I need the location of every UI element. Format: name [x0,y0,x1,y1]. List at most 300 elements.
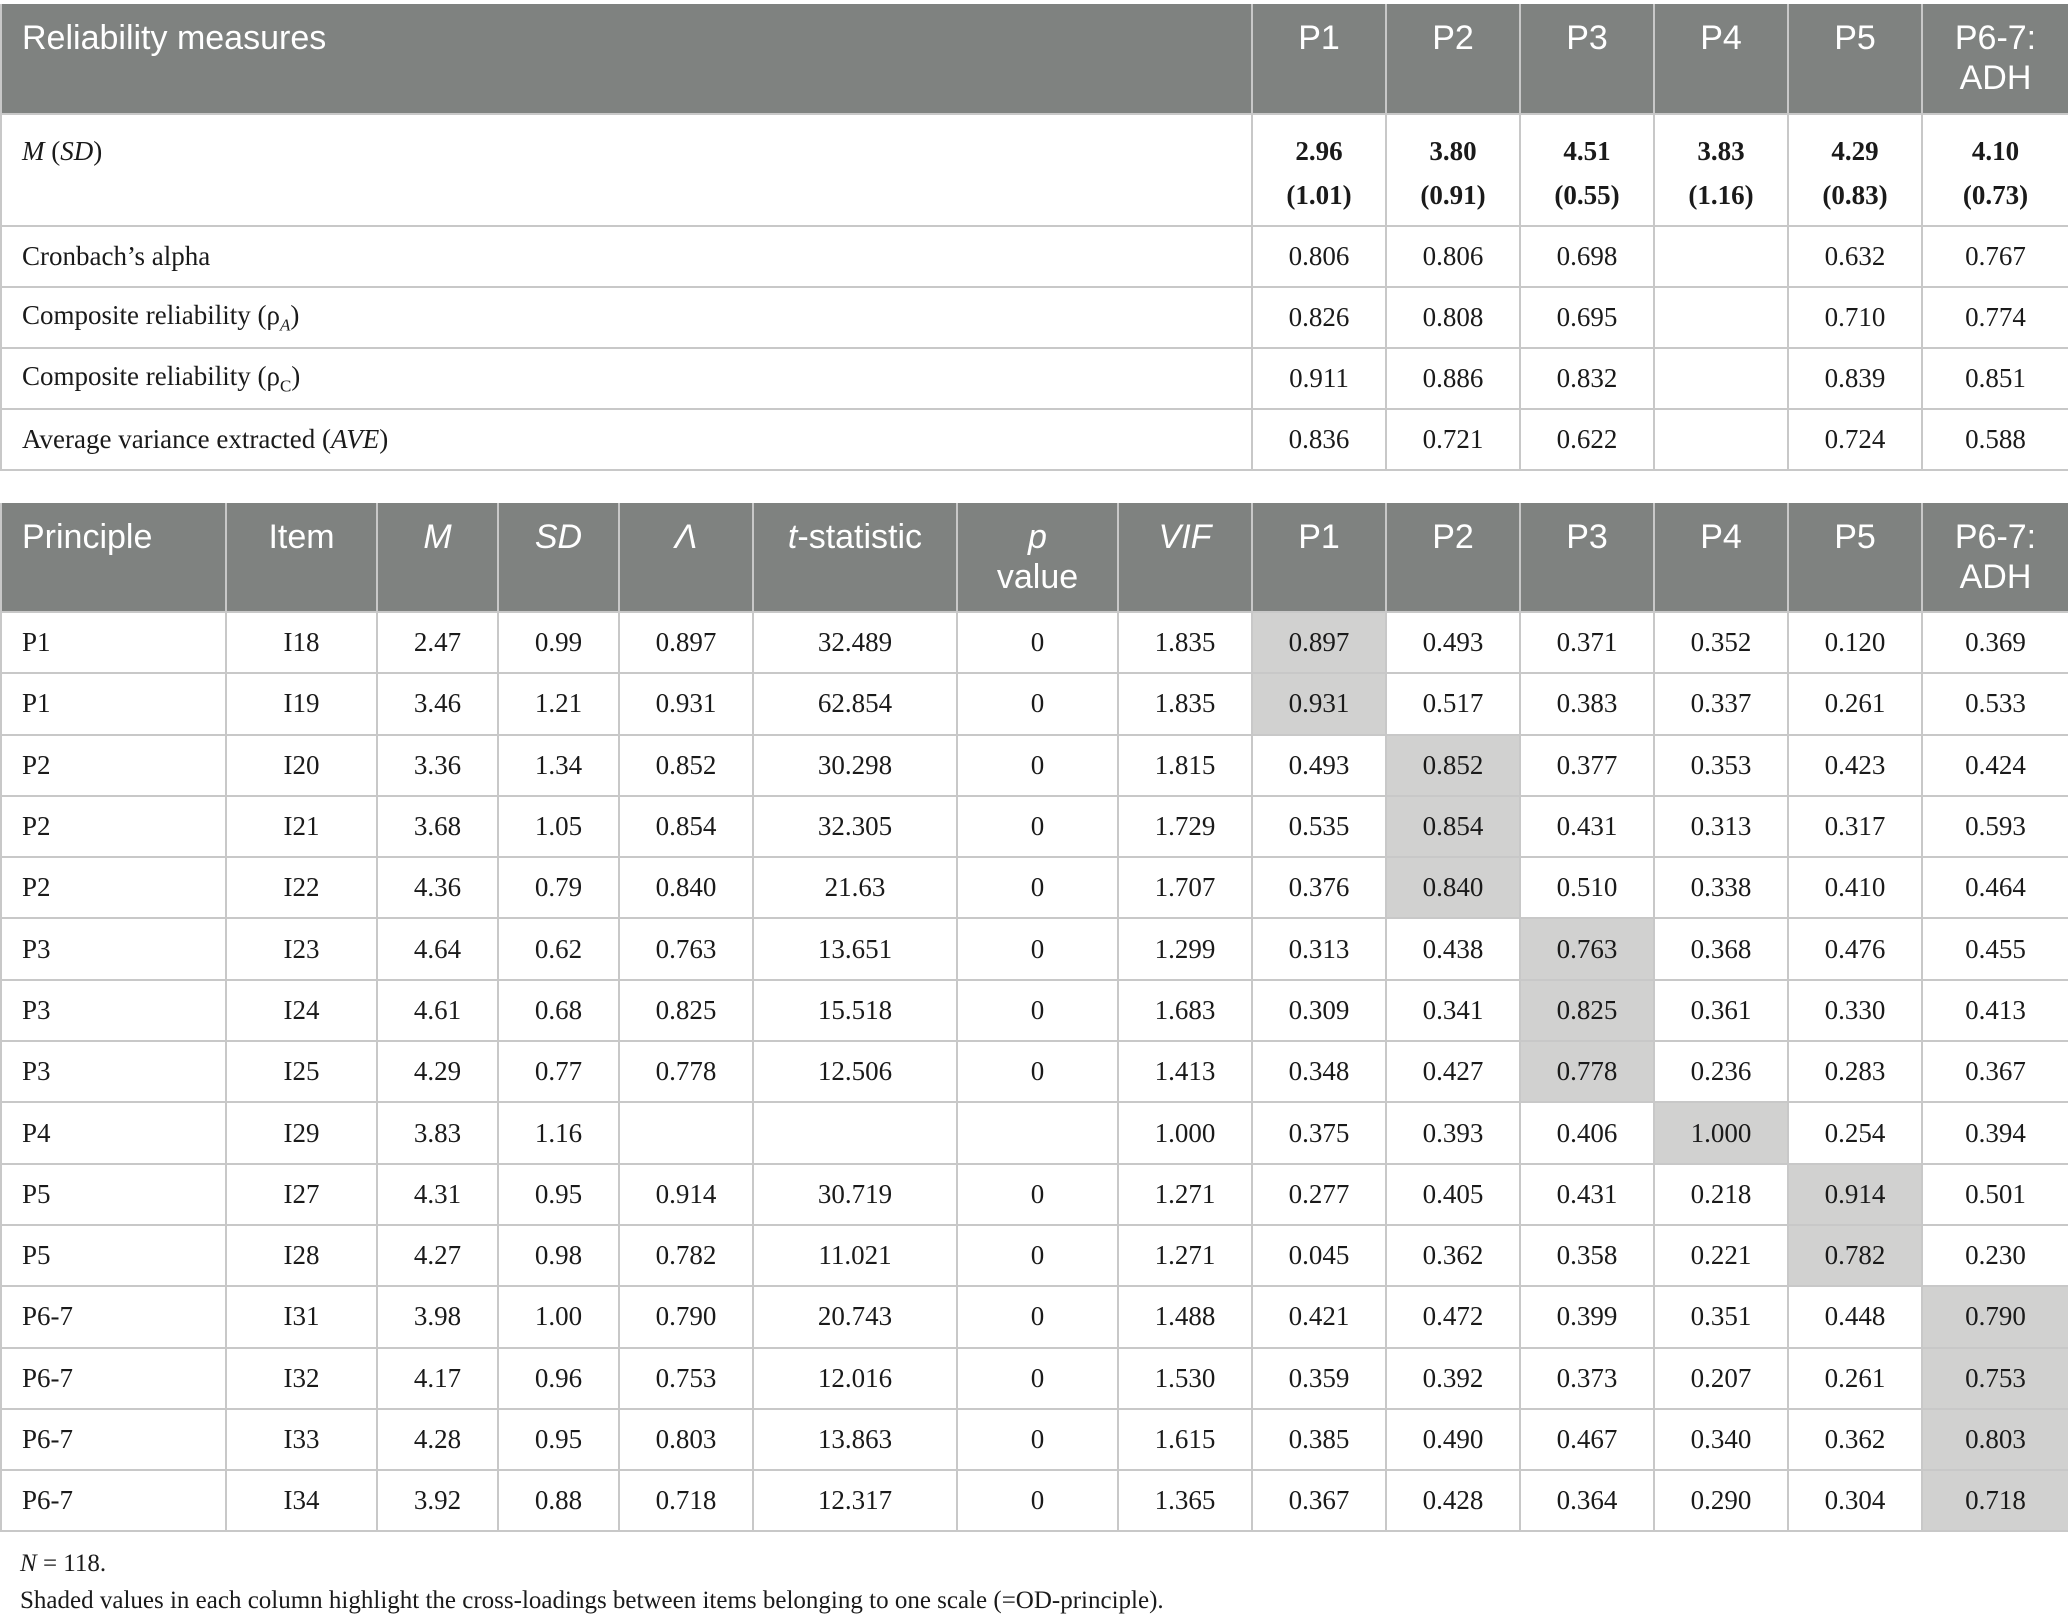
loading-cell: 0.393 [1386,1102,1520,1163]
vif-cell: 1.707 [1118,857,1252,918]
principle-cell: P3 [1,980,226,1041]
sd-cell: 1.21 [498,673,619,734]
item-cell: I27 [226,1164,377,1225]
reliability-value [1654,226,1788,287]
reliability-row-label: Composite reliability $(\rho_C)$ [1,348,1252,409]
reliability-col-header: P1 [1252,4,1386,114]
loading-cell: 0.383 [1520,673,1654,734]
item-cell: I32 [226,1348,377,1409]
m-cell: 2.47 [377,612,498,673]
loading-cell: 0.207 [1654,1348,1788,1409]
loadings-table [0,503,2068,1532]
item-cell: I28 [226,1225,377,1286]
loading-cell: 0.431 [1520,796,1654,857]
loading-cell: 0.218 [1654,1164,1788,1225]
reliability-value: 0.826 [1252,287,1386,348]
loading-cell: 0.782 [1788,1225,1922,1286]
loadings-row [1,1348,2068,1409]
sample-size-note: N = 118. [20,1550,107,1577]
loading-cell: 0.261 [1788,673,1922,734]
loading-cell: 0.476 [1788,918,1922,979]
loading-cell: 0.931 [1252,673,1386,734]
m-cell: 4.27 [377,1225,498,1286]
loadings-col-header: M [377,503,498,612]
loading-cell: 0.428 [1386,1470,1520,1531]
sd-value: (0.55) [1554,180,1620,210]
principle-cell: P6-7 [1,1348,226,1409]
item-cell: I21 [226,796,377,857]
item-cell: I33 [226,1409,377,1470]
m-cell: 4.29 [377,1041,498,1102]
loadings-row [1,1470,2068,1531]
item-cell: I22 [226,857,377,918]
loadings-col-header: P2 [1386,503,1520,612]
lambda-cell: 0.763 [619,918,753,979]
sd-value: (0.73) [1962,180,2029,210]
p-cell [957,1102,1118,1163]
loading-cell: 0.330 [1788,980,1922,1041]
p-cell: 0 [957,1470,1118,1531]
sd-value: (0.83) [1822,180,1888,210]
loadings-col-header: P4 [1654,503,1788,612]
sd-cell: 1.00 [498,1286,619,1347]
sd-cell: 0.62 [498,918,619,979]
principle-cell: P2 [1,735,226,796]
loading-cell: 0.236 [1654,1041,1788,1102]
m-cell: 3.83 [377,1102,498,1163]
lambda-cell: 0.931 [619,673,753,734]
loading-cell: 0.421 [1252,1286,1386,1347]
lambda-cell: 0.897 [619,612,753,673]
principle-cell: P1 [1,612,226,673]
lambda-cell: 0.825 [619,980,753,1041]
loading-cell: 0.914 [1788,1164,1922,1225]
loading-cell: 0.230 [1922,1225,2068,1286]
loadings-col-header: Principle [1,503,226,612]
loadings-row [1,1286,2068,1347]
t-cell: 21.63 [753,857,957,918]
loading-cell: 0.825 [1520,980,1654,1041]
lambda-cell: 0.782 [619,1225,753,1286]
loadings-header-row [1,503,2068,612]
t-cell: 20.743 [753,1286,957,1347]
loadings-row [1,735,2068,796]
loading-cell: 1.000 [1654,1102,1788,1163]
sd-cell: 0.79 [498,857,619,918]
t-cell: 13.651 [753,918,957,979]
m-cell: 3.68 [377,796,498,857]
vif-cell: 1.815 [1118,735,1252,796]
mean-sd-label: M (SD) [1,114,1252,226]
t-cell: 30.298 [753,735,957,796]
sd-cell: 1.34 [498,735,619,796]
loading-cell: 0.490 [1386,1409,1520,1470]
loading-cell: 0.472 [1386,1286,1520,1347]
loadings-row [1,857,2068,918]
reliability-col-header: P6-7: ADH [1922,4,2068,114]
p-cell: 0 [957,612,1118,673]
m-cell: 3.36 [377,735,498,796]
loading-cell: 0.535 [1252,796,1386,857]
loadings-row [1,612,2068,673]
loading-cell: 0.427 [1386,1041,1520,1102]
loading-cell: 0.317 [1788,796,1922,857]
m-cell: 4.31 [377,1164,498,1225]
principle-cell: P6-7 [1,1470,226,1531]
loading-cell: 0.852 [1386,735,1520,796]
loading-cell: 0.517 [1386,673,1520,734]
loading-cell: 0.290 [1654,1470,1788,1531]
principle-cell: P2 [1,857,226,918]
loading-cell: 0.840 [1386,857,1520,918]
loadings-row [1,796,2068,857]
principle-cell: P4 [1,1102,226,1163]
loading-cell: 0.399 [1520,1286,1654,1347]
vif-cell: 1.488 [1118,1286,1252,1347]
lambda-cell: 0.840 [619,857,753,918]
item-cell: I29 [226,1102,377,1163]
loading-cell: 0.455 [1922,918,2068,979]
reliability-value: 0.622 [1520,409,1654,470]
vif-cell: 1.271 [1118,1225,1252,1286]
sd-cell: 0.96 [498,1348,619,1409]
mean-sd-cell [1386,114,1520,226]
loading-cell: 0.406 [1520,1102,1654,1163]
loading-cell: 0.369 [1922,612,2068,673]
mean-value: 4.10 [1971,136,2020,166]
m-cell: 4.17 [377,1348,498,1409]
t-cell: 11.021 [753,1225,957,1286]
sd-value: (0.91) [1420,180,1486,210]
loading-cell: 0.304 [1788,1470,1922,1531]
t-cell: 30.719 [753,1164,957,1225]
mean-sd-row [1,114,2068,226]
vif-cell: 1.729 [1118,796,1252,857]
vif-cell: 1.615 [1118,1409,1252,1470]
t-cell [753,1102,957,1163]
p-cell: 0 [957,1409,1118,1470]
loading-cell: 0.438 [1386,918,1520,979]
loading-cell: 0.376 [1252,857,1386,918]
loading-cell: 0.385 [1252,1409,1386,1470]
loadings-row [1,1041,2068,1102]
m-cell: 3.92 [377,1470,498,1531]
loadings-col-header: VIF [1118,503,1252,612]
reliability-value: 0.632 [1788,226,1922,287]
mean-sd-cell [1520,114,1654,226]
shading-note: Shaded values in each column highlight the cross-loadings between items belonging to one scale (=OD-principle). [20,1587,1164,1614]
item-cell: I18 [226,612,377,673]
loading-cell: 0.340 [1654,1409,1788,1470]
loading-cell: 0.753 [1922,1348,2068,1409]
loading-cell: 0.405 [1386,1164,1520,1225]
loading-cell: 0.854 [1386,796,1520,857]
reliability-table [0,4,2068,471]
loading-cell: 0.377 [1520,735,1654,796]
reliability-value: 0.806 [1386,226,1520,287]
loading-cell: 0.364 [1520,1470,1654,1531]
loading-cell: 0.803 [1922,1409,2068,1470]
sd-cell: 1.05 [498,796,619,857]
loadings-col-header: P3 [1520,503,1654,612]
reliability-value [1654,409,1788,470]
loading-cell: 0.424 [1922,735,2068,796]
reliability-row [1,287,2068,348]
vif-cell: 1.000 [1118,1102,1252,1163]
mean-sd-cell [1252,114,1386,226]
loading-cell: 0.277 [1252,1164,1386,1225]
loading-cell: 0.448 [1788,1286,1922,1347]
lambda-cell: 0.854 [619,796,753,857]
mean-sd-cell [1922,114,2068,226]
mean-value: 3.80 [1429,136,1477,166]
loading-cell: 0.367 [1922,1041,2068,1102]
principle-cell: P6-7 [1,1409,226,1470]
reliability-value: 0.774 [1922,287,2068,348]
principle-cell: P6-7 [1,1286,226,1347]
reliability-row-label: Average variance extracted (AVE) [1,409,1252,470]
m-cell: 4.64 [377,918,498,979]
loadings-row [1,1225,2068,1286]
p-cell: 0 [957,1164,1118,1225]
p-cell: 0 [957,857,1118,918]
mean-sd-cell [1788,114,1922,226]
loading-cell: 0.341 [1386,980,1520,1041]
p-cell: 0 [957,735,1118,796]
reliability-col-header: P3 [1520,4,1654,114]
p-cell: 0 [957,918,1118,979]
m-cell: 3.46 [377,673,498,734]
loading-cell: 0.283 [1788,1041,1922,1102]
sd-cell: 0.95 [498,1409,619,1470]
reliability-value [1654,287,1788,348]
t-cell: 12.317 [753,1470,957,1531]
loading-cell: 0.352 [1654,612,1788,673]
mean-value: 2.96 [1295,136,1343,166]
loading-cell: 0.501 [1922,1164,2068,1225]
loadings-row [1,918,2068,979]
reliability-value: 0.806 [1252,226,1386,287]
vif-cell: 1.271 [1118,1164,1252,1225]
loadings-row [1,980,2068,1041]
t-cell: 32.489 [753,612,957,673]
vif-cell: 1.683 [1118,980,1252,1041]
loadings-col-header: p value [957,503,1118,612]
reliability-row [1,226,2068,287]
loadings-col-header: P1 [1252,503,1386,612]
reliability-row-label: Composite reliability $(\rho_A)$ [1,287,1252,348]
p-cell: 0 [957,673,1118,734]
loading-cell: 0.718 [1922,1470,2068,1531]
loadings-row [1,1102,2068,1163]
reliability-col-header: P4 [1654,4,1788,114]
t-cell: 12.016 [753,1348,957,1409]
loading-cell: 0.763 [1520,918,1654,979]
loading-cell: 0.778 [1520,1041,1654,1102]
lambda-cell: 0.790 [619,1286,753,1347]
loading-cell: 0.368 [1654,918,1788,979]
lambda-cell: 0.852 [619,735,753,796]
reliability-value: 0.721 [1386,409,1520,470]
loading-cell: 0.493 [1252,735,1386,796]
item-cell: I31 [226,1286,377,1347]
sd-cell: 1.16 [498,1102,619,1163]
mean-sd-cell [1654,114,1788,226]
p-cell: 0 [957,1225,1118,1286]
mean-value: 4.29 [1831,136,1879,166]
vif-cell: 1.835 [1118,612,1252,673]
p-cell: 0 [957,1041,1118,1102]
loading-cell: 0.413 [1922,980,2068,1041]
reliability-value: 0.911 [1252,348,1386,409]
vif-cell: 1.413 [1118,1041,1252,1102]
reliability-col-header: P2 [1386,4,1520,114]
m-cell: 4.28 [377,1409,498,1470]
p-cell: 0 [957,1348,1118,1409]
loading-cell: 0.510 [1520,857,1654,918]
loading-cell: 0.261 [1788,1348,1922,1409]
loading-cell: 0.394 [1922,1102,2068,1163]
loading-cell: 0.337 [1654,673,1788,734]
reliability-value: 0.698 [1520,226,1654,287]
reliability-col-header: P5 [1788,4,1922,114]
loading-cell: 0.897 [1252,612,1386,673]
reliability-measures-header: Reliability measures [1,4,1252,114]
lambda-cell: 0.753 [619,1348,753,1409]
reliability-row-label: Cronbach’s alpha [1,226,1252,287]
loading-cell: 0.533 [1922,673,2068,734]
p-cell: 0 [957,796,1118,857]
sd-value: (1.16) [1688,180,1754,210]
t-cell: 12.506 [753,1041,957,1102]
item-cell: I23 [226,918,377,979]
sd-cell: 0.88 [498,1470,619,1531]
item-cell: I20 [226,735,377,796]
sd-cell: 0.77 [498,1041,619,1102]
lambda-cell: 0.914 [619,1164,753,1225]
reliability-value: 0.588 [1922,409,2068,470]
reliability-value [1654,348,1788,409]
loadings-col-header: P6-7: ADH [1922,503,2068,612]
sd-cell: 0.98 [498,1225,619,1286]
loading-cell: 0.351 [1654,1286,1788,1347]
reliability-row [1,348,2068,409]
loading-cell: 0.362 [1788,1409,1922,1470]
loading-cell: 0.359 [1252,1348,1386,1409]
reliability-value: 0.832 [1520,348,1654,409]
reliability-value: 0.808 [1386,287,1520,348]
p-cell: 0 [957,980,1118,1041]
loading-cell: 0.362 [1386,1225,1520,1286]
loading-cell: 0.221 [1654,1225,1788,1286]
principle-cell: P5 [1,1164,226,1225]
reliability-value: 0.724 [1788,409,1922,470]
mean-value: 4.51 [1563,136,1611,166]
t-cell: 32.305 [753,796,957,857]
loading-cell: 0.593 [1922,796,2068,857]
item-cell: I25 [226,1041,377,1102]
mean-value: 3.83 [1697,136,1745,166]
sd-cell: 0.99 [498,612,619,673]
reliability-header-row [1,4,2068,114]
loading-cell: 0.790 [1922,1286,2068,1347]
loading-cell: 0.348 [1252,1041,1386,1102]
t-cell: 13.863 [753,1409,957,1470]
loading-cell: 0.464 [1922,857,2068,918]
m-cell: 4.36 [377,857,498,918]
m-cell: 4.61 [377,980,498,1041]
loading-cell: 0.313 [1654,796,1788,857]
principle-cell: P3 [1,1041,226,1102]
t-cell: 62.854 [753,673,957,734]
loading-cell: 0.493 [1386,612,1520,673]
loading-cell: 0.410 [1788,857,1922,918]
lambda-cell [619,1102,753,1163]
loadings-col-header: Item [226,503,377,612]
item-cell: I24 [226,980,377,1041]
loading-cell: 0.367 [1252,1470,1386,1531]
loading-cell: 0.467 [1520,1409,1654,1470]
item-cell: I34 [226,1470,377,1531]
loadings-row [1,673,2068,734]
loading-cell: 0.045 [1252,1225,1386,1286]
principle-cell: P1 [1,673,226,734]
loading-cell: 0.120 [1788,612,1922,673]
loading-cell: 0.375 [1252,1102,1386,1163]
loadings-col-header: SD [498,503,619,612]
loadings-col-header: P5 [1788,503,1922,612]
reliability-row [1,409,2068,470]
loading-cell: 0.431 [1520,1164,1654,1225]
vif-cell: 1.299 [1118,918,1252,979]
loading-cell: 0.371 [1520,612,1654,673]
reliability-value: 0.710 [1788,287,1922,348]
item-cell: I19 [226,673,377,734]
sd-value: (1.01) [1286,180,1352,210]
reliability-value: 0.767 [1922,226,2068,287]
lambda-cell: 0.803 [619,1409,753,1470]
reliability-value: 0.886 [1386,348,1520,409]
loading-cell: 0.353 [1654,735,1788,796]
loading-cell: 0.361 [1654,980,1788,1041]
principle-cell: P2 [1,796,226,857]
reliability-value: 0.839 [1788,348,1922,409]
vif-cell: 1.530 [1118,1348,1252,1409]
m-cell: 3.98 [377,1286,498,1347]
loading-cell: 0.309 [1252,980,1386,1041]
p-cell: 0 [957,1286,1118,1347]
loading-cell: 0.373 [1520,1348,1654,1409]
loading-cell: 0.423 [1788,735,1922,796]
principle-cell: P3 [1,918,226,979]
principle-cell: P5 [1,1225,226,1286]
vif-cell: 1.835 [1118,673,1252,734]
reliability-value: 0.851 [1922,348,2068,409]
reliability-value: 0.695 [1520,287,1654,348]
loadings-row [1,1164,2068,1225]
t-cell: 15.518 [753,980,957,1041]
loading-cell: 0.358 [1520,1225,1654,1286]
loading-cell: 0.254 [1788,1102,1922,1163]
loading-cell: 0.313 [1252,918,1386,979]
loadings-col-header: t-statistic [753,503,957,612]
sd-cell: 0.68 [498,980,619,1041]
vif-cell: 1.365 [1118,1470,1252,1531]
loading-cell: 0.338 [1654,857,1788,918]
sd-cell: 0.95 [498,1164,619,1225]
loading-cell: 0.392 [1386,1348,1520,1409]
loadings-row [1,1409,2068,1470]
